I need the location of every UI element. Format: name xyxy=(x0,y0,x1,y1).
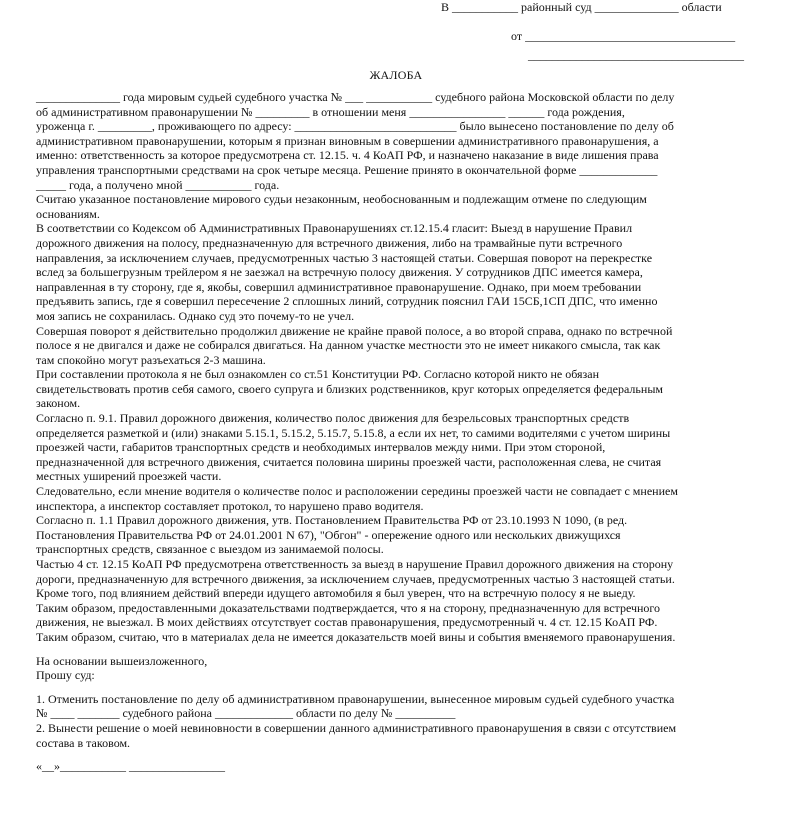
paragraph-grounds-intro: Считаю указанное постановление мирового судьи незаконным, необоснованным и подлежащим отмене по следующим основаниям. xyxy=(36,192,647,221)
paragraph-turn-explanation: Совершая поворот я действительно продолжил движение не крайне правой полосе, а во второй справа, однако по встречной полосе я не двигался и даже не собирался двигаться. На данном участке местности это не имеет никакого смысла, так как там спокойно могут разъехаться 2-3 машина. xyxy=(36,323,673,367)
document-title: ЖАЛОБА xyxy=(369,68,423,82)
sender-line: от ___________________________________ xyxy=(511,29,736,43)
signature-date-line: «__»___________ ________________ xyxy=(36,759,225,774)
paragraph-constitution: При составлении протокола я не был ознакомлен со ст.51 Конституции РФ. Согласно которой никто не обязан свидетельствовать против себя самого, своего супруга и близких родственников, круг которых определяется федеральным законом. xyxy=(36,367,663,411)
paragraph-traffic-rules-1-1: Согласно п. 1.1 Правил дорожного движения, утв. Постановлением Правительства РФ от 23.10.1993 N 1090, (в ред. Постановления Правительства РФ от 24.01.2001 N 67), "Обгон" - опережение одного или нескольких движущихся транспортных средств, связанное с выездом из занимаемой полосы. xyxy=(36,513,628,557)
request-item-2: 2. Вынести решение о моей невиновности в совершении данного административного правонарушения в связи с отсутствием состава в таковом. xyxy=(36,720,677,750)
basis-line: На основании вышеизложенного, xyxy=(36,653,208,668)
paragraph-decision: ______________ года мировым судьей судебного участка № ___ ___________ судебного района Московской области по делу об административном правонарушении № _________ в отношении меня ________________ ______ года рождения, уроженца г. _________, проживающего по адресу: ___________________________ было вынесено постановление по делу об административном правонарушении, которым я признан виновным в совершении административного правонарушения, а именно: ответственность за которое предусмотрена ст. 12.15. ч. 4 КоАП РФ, и назначено наказание в виде лишения права управления транспортными средствами на срок четыре месяца. Решение принято в окончательной форме _____________ _____ года, а получено мной ___________ года. xyxy=(36,90,675,192)
document-body xyxy=(36,90,754,774)
request-item-1: 1. Отменить постановление по делу об административном правонарушении, вынесенное мировым судьей судебного участка № ____ _______ судебного района _____________ области по делу № __________ xyxy=(36,691,675,721)
paragraph-part-4-article: Частью 4 ст. 12.15 КоАП РФ предусмотрена ответственность за выезд в нарушение Правил дорожного движения на сторону дороги, предназначенную для встречного движения, за исключением случаев, предусмотренных частью 3 настоящей статьи. Кроме того, под влиянием действий впереди идущего автомобиля я был уверен, что на встречную полосу я не выеду. xyxy=(36,557,675,601)
paragraph-koap-article: В соответствии со Кодексом об Административных Правонарушениях ст.12.15.4 гласит: Выезд в нарушение Правил дорожного движения на полосу, предназначенную для встречного движения, либо на трамвайные пути встречного направления, за исключением случаев, предусмотренных частью 3 настоящей статьи. Совершая поворот на перекрестке вслед за большегрузным трейлером я не заезжал на встречную полосу движения. У сотрудников ДПС имеется камера, направленная в ту сторону, где я, якобы, совершил административное правонарушение. Однако, при моем требовании предъявить запись, где я совершил пересечение 2 сплошных линий, сотрудник пояснил ГАИ 15СБ,1СП ДПС, что именно моя запись не сохранилась. Однако суд это почему-то не учел. xyxy=(36,221,658,323)
paragraph-traffic-rules-9-1: Согласно п. 9.1. Правил дорожного движения, количество полос движения для безрельсовых транспортных средств определяется разметкой и (или) знаками 5.15.1, 5.15.2, 5.15.7, 5.15.8, а если их нет, то самими водителями с учетом ширины проезжей части, габаритов транспортных средств и необходимых интервалов между ними. При этом стороной, предназначенной для встречного движения, считается половина ширины проезжей части, расположенная слева, не считая местных уширений проезжей части. xyxy=(36,411,671,484)
court-address-line: В ___________ районный суд ______________ области xyxy=(441,0,722,14)
paragraph-conclusion: Таким образом, предоставленными доказательствами подтверждается, что я на сторону, предназначенную для встречного движения, не выезжал. В моих действиях отсутствует состав правонарушения, предусмотренный ч. 4 ст. 12.15 КоАП РФ. Таким образом, считаю, что в материалах дела не имеется доказательств моей вины и события вменяемого правонарушения. xyxy=(36,600,676,644)
request-heading: Прошу суд: xyxy=(36,668,95,683)
paragraph-consequently: Следовательно, если мнение водителя о количестве полос и расположении середины проезжей части не совпадает с мнением инспектора, а инспектор составляет протокол, то нарушено право водителя. xyxy=(36,484,678,513)
sender-blank-line: ____________________________________ xyxy=(528,48,744,62)
